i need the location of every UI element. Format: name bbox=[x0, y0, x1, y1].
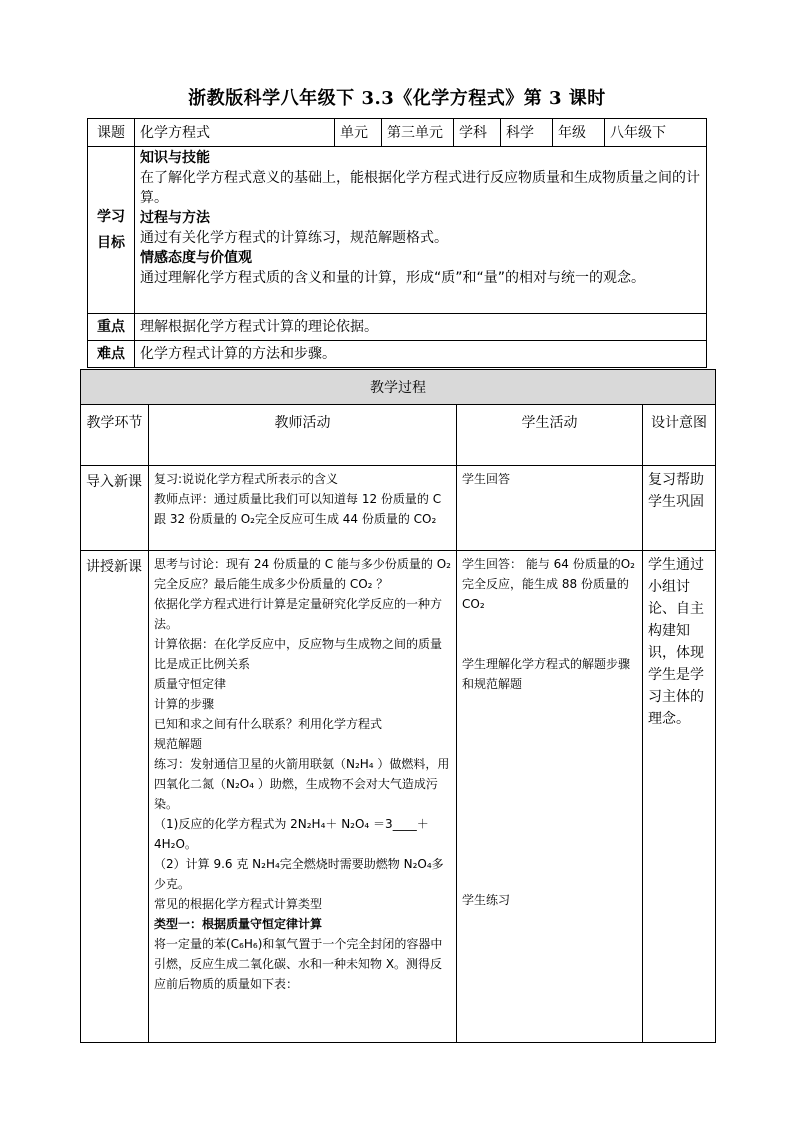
topic-value: 化学方程式 bbox=[135, 119, 335, 147]
goal-text: 通过有关化学方程式的计算练习，规范解题格式。 bbox=[140, 230, 448, 246]
goal-heading: 过程与方法 bbox=[140, 210, 210, 226]
teacher-activity: 思考与讨论：现有 24 份质量的 C 能与多少份质量的 O₂完全反应？最后能生成多少份质量的 CO₂ ？ 依据化学方程式进行计算是定量研究化学反应的一种方法。 计算依据：在化学反应中，反应物与生成物之间的质量比是成正比例关系 质量守恒定律 计算的步骤 已知和求之间有什么联系？利用化学方程式 规范解题 练习：发射通信卫星的火箭用联氨（N₂H₄ ）做燃料，用四氧化二氮（N₂O₄ ）助燃，生成物不会对大气造成污染。 （1)反应的化学方程式为 2N₂H₄＋ N₂O₄ ＝3____＋ 4H₂O。 （2）计算 9.6 克 N₂H₄完全燃烧时需要助燃物 N₂O₄多少克。 常见的根据化学方程式计算类型 类型一：根据质量守恒定律计算 将一定量的苯(C₆H₆)和氧气置于一个完全封闭的容器中引燃，反应生成二氧化碳、水和一种未知物 X。测得反应前后物质的质量如下表： bbox=[149, 551, 457, 1043]
column-header: 教学环节 bbox=[81, 405, 149, 466]
goal-text: 通过理解化学方程式质的含义和量的计算，形成“质”和“量”的相对与统一的观念。 bbox=[140, 270, 646, 286]
lesson-info-table bbox=[87, 118, 707, 368]
goal-heading: 情感态度与价值观 bbox=[140, 250, 252, 266]
goal-heading: 知识与技能 bbox=[140, 150, 210, 166]
difficulty-label: 难点 bbox=[88, 341, 135, 368]
subject-value: 科学 bbox=[501, 119, 553, 147]
column-header: 设计意图 bbox=[643, 405, 716, 466]
process-header: 教学过程 bbox=[81, 370, 716, 405]
grade-label: 年级 bbox=[553, 119, 605, 147]
student-activity: 学生回答 bbox=[457, 466, 643, 551]
column-header: 教师活动 bbox=[149, 405, 457, 466]
key-point-label: 重点 bbox=[88, 314, 135, 341]
goals-content bbox=[135, 147, 707, 314]
stage-cell: 讲授新课 bbox=[81, 551, 149, 1043]
goals-label: 学习 目标 bbox=[88, 147, 135, 314]
topic-label: 课题 bbox=[88, 119, 135, 147]
page-title: 浙教版科学八年级下 3.3《化学方程式》第 3 课时 bbox=[188, 88, 606, 109]
column-header: 学生活动 bbox=[457, 405, 643, 466]
unit-label: 单元 bbox=[335, 119, 382, 147]
goal-text: 在了解化学方程式意义的基础上，能根据化学方程式进行反应物质量和生成物质量之间的计算。 bbox=[140, 170, 700, 206]
teacher-activity: 复习:说说化学方程式所表示的含义 教师点评：通过质量比我们可以知道每 12 份质量的 C 跟 32 份质量的 O₂完全反应可生成 44 份质量的 CO₂ bbox=[149, 466, 457, 551]
student-activity: 学生回答： 能与 64 份质量的O₂完全反应，能生成 88 份质量的 CO₂ 学生理解化学方程式的解题步骤和规范解题 学生练习 bbox=[457, 551, 643, 1043]
difficulty-value: 化学方程式计算的方法和步骤。 bbox=[135, 341, 707, 368]
unit-value: 第三单元 bbox=[382, 119, 454, 147]
key-point-value: 理解根据化学方程式计算的理论依据。 bbox=[135, 314, 707, 341]
teaching-process-table bbox=[80, 369, 716, 1043]
grade-value: 八年级下 bbox=[605, 119, 707, 147]
stage-cell: 导入新课 bbox=[81, 466, 149, 551]
design-intent: 复习帮助学生巩固 bbox=[643, 466, 716, 551]
subject-label: 学科 bbox=[454, 119, 501, 147]
design-intent: 学生通过小组讨论、自主构建知识，体现学生是学习主体的理念。 bbox=[643, 551, 716, 1043]
